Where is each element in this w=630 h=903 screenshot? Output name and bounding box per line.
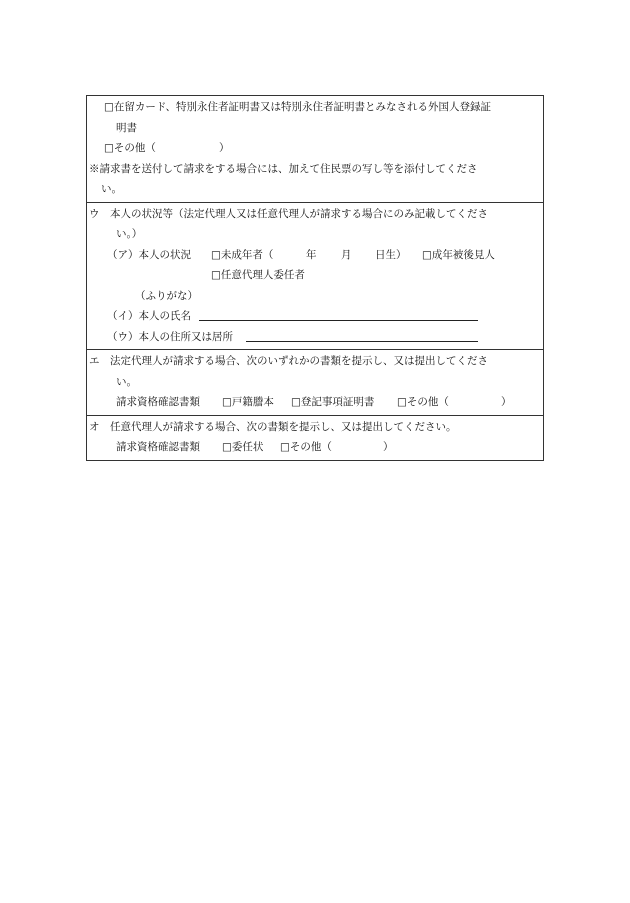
o-other-checkbox-label[interactable]: □その他（ [280,441,332,453]
birth-day-label: 日生） [375,248,407,261]
birth-month-label: 月 [341,248,352,261]
row-principal-address [87,327,543,348]
e-documents-label: 請求資格確認書類 [116,396,200,408]
principal-name-label: （イ）本人の氏名 [107,310,191,322]
note-text-cont: い。 [101,183,122,195]
section-voluntary-representative [87,415,543,460]
o-documents-label: 請求資格確認書類 [116,441,200,453]
row-note [87,159,543,180]
section-principal-status [87,202,543,350]
row-u-heading-cont [87,224,543,245]
adult-ward-checkbox-label[interactable]: □成年被後見人 [422,248,495,261]
row-delegator [87,265,543,286]
birth-year-label: 年 [306,248,317,261]
residence-card-checkbox-label[interactable]: □在留カード、特別永住者証明書又は特別永住者証明書とみなされる外国人登録証 [104,101,491,113]
row-other-document [87,138,543,159]
row-e-documents [87,392,543,413]
e-other-close-paren: ） [501,396,512,408]
row-u-heading [87,204,543,225]
row-e-heading [87,351,543,372]
section-o-heading: オ 任意代理人が請求する場合、次の書類を提示し、又は提出してください。 [89,420,457,433]
row-principal-name [87,306,543,327]
principal-address-field[interactable] [246,341,478,342]
section-identity-documents [87,96,543,202]
principal-status-label: （ア）本人の状況 [107,248,191,261]
section-e-heading-cont: い。 [116,375,137,388]
principal-name-field[interactable] [199,320,478,321]
row-furigana [87,286,543,307]
registry-certificate-checkbox-label[interactable]: □登記事項証明書 [291,396,375,408]
section-e-heading: エ 法定代理人が請求する場合、次のいずれかの書類を提示し、又は提出してくださ [89,355,488,367]
minor-checkbox-label[interactable]: □未成年者（ [211,248,274,261]
family-register-checkbox-label[interactable]: □戸籍謄本 [222,396,274,408]
furigana-label: （ふりがな） [135,289,198,302]
section-u-heading: ウ 本人の状況等（法定代理人又は任意代理人が請求する場合にのみ記載してくださ [89,207,488,220]
e-other-checkbox-label[interactable]: □その他（ [397,396,449,408]
row-o-documents [87,437,543,458]
row-o-heading [87,417,543,438]
power-of-attorney-checkbox-label[interactable]: □委任状 [222,441,264,453]
principal-address-label: （ウ）本人の住所又は居所 [107,330,233,343]
row-note-cont [87,179,543,200]
row-residence-card [87,97,543,118]
section-legal-representative [87,349,543,415]
delegator-checkbox-label[interactable]: □任意代理人委任者 [211,269,305,281]
request-form-table [86,95,544,461]
note-text: ※請求書を送付して請求をする場合には、加えて住民票の写し等を添付してくださ [89,162,478,175]
residence-card-label-cont: 明書 [116,121,137,134]
row-e-heading-cont [87,372,543,393]
section-u-heading-cont: い。） [116,228,143,240]
row-residence-card-cont [87,118,543,139]
other-document-close-paren: ） [219,142,230,154]
row-principal-status [87,245,543,266]
other-document-checkbox-label[interactable]: □その他（ [104,142,156,154]
o-other-close-paren: ） [383,441,394,453]
